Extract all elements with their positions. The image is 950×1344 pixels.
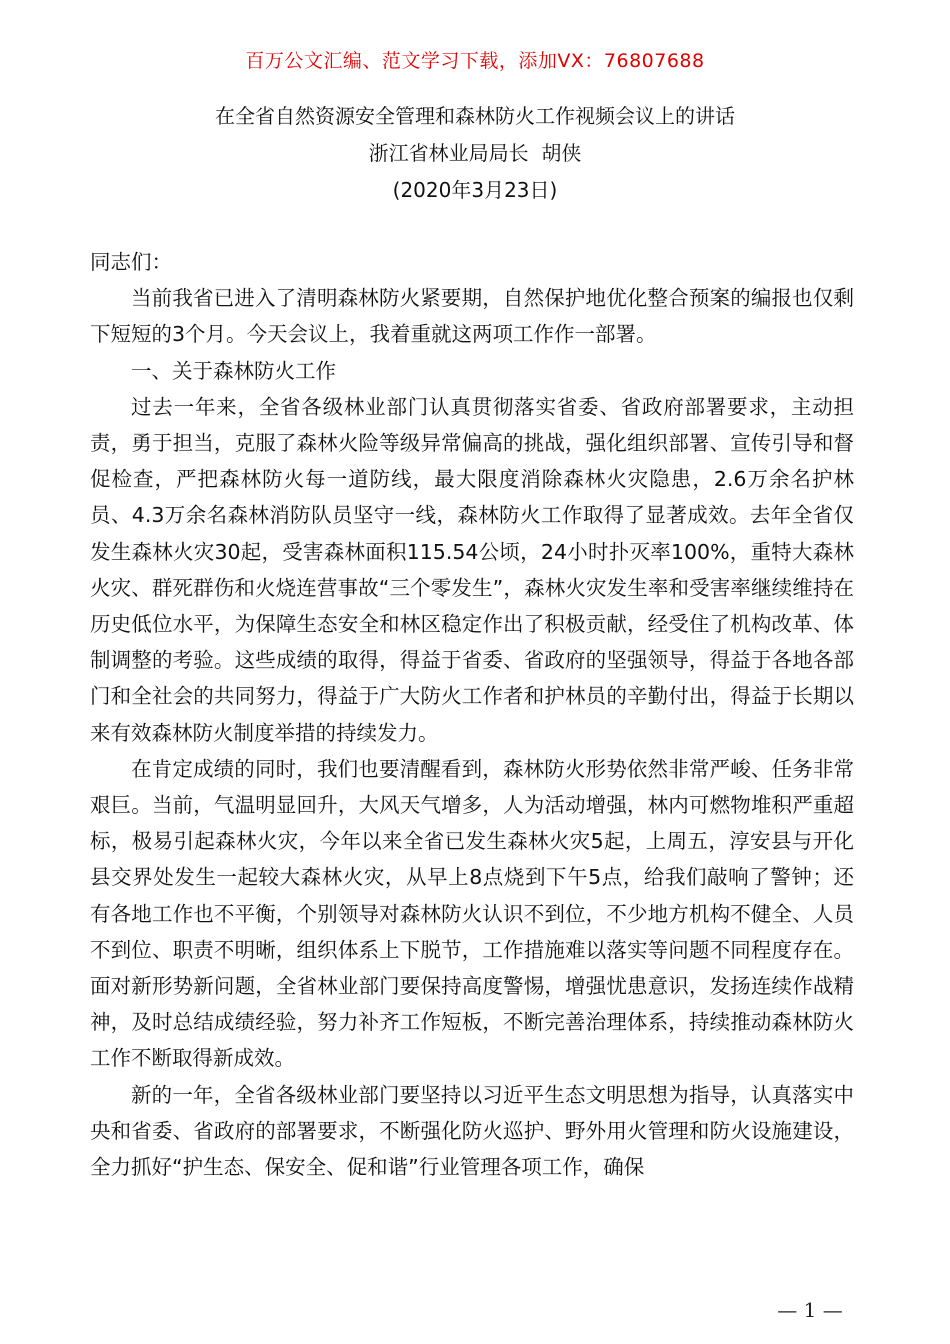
speaker-line: 浙江省林业局局长 胡侠 [368,141,582,165]
date-line: (2020年3月23日) [392,178,558,202]
document-body [90,244,854,1185]
document-title: 在全省自然资源安全管理和森林防火工作视频会议上的讲话 [215,104,735,128]
section-heading: 一、关于森林防火工作 [131,358,336,383]
paragraph-new-year: 新的一年，全省各级林业部门要坚持以习近平生态文明思想为指导，认真落实中央和省委、省政府的部署要求，不断强化防火巡护、野外用火管理和防火设施建设，全力抓好“护生态、保安全、促和谐”行业管理各项工作，确保 [90,1082,854,1180]
title-block [0,98,950,209]
paragraph-situation: 在肯定成绩的同时，我们也要清醒看到，森林防火形势依然非常严峻、任务非常艰巨。当前，气温明显回升，大风天气增多，人为活动增强，林内可燃物堆积严重超标，极易引起森林火灾，今年以来全省已发生森林火灾5起，上周五，淳安县与开化县交界处发生一起较大森林火灾，从早上8点烧到下午5点，给我们敲响了警钟；还有各地工作也不平衡，个别领导对森林防火认识不到位，不少地方机构不健全、人员不到位、职责不明晰，组织体系上下脱节，工作措施难以落实等问题不同程度存在。面对新形势新问题，全省林业部门要保持高度警惕，增强忧患意识，发扬连续作战精神，及时总结成绩经验，努力补齐工作短板，不断完善治理体系，持续推动森林防火工作不断取得新成效。 [90,756,854,1071]
watermark-banner: 百万公文汇编、范文学习下载，添加VX：76807688 [245,50,705,72]
greeting: 同志们： [90,250,172,274]
paragraph-achievements: 过去一年来，全省各级林业部门认真贯彻落实省委、省政府部署要求，主动担责，勇于担当，克服了森林火险等级异常偏高的挑战，强化组织部署、宣传引导和督促检查，严把森林防火每一道防线，最大限度消除森林火灾隐患，2.6万余名护林员、4.3万余名森林消防队员坚守一线，森林防火工作取得了显著成效。去年全省仅发生森林火灾30起，受害森林面积115.54公顷，24小时扑灭率100%，重特大森林火灾、群死群伤和火烧连营事故“三个零发生”，森林火灾发生率和受害率继续维持在历史低位水平，为保障生态安全和林区稳定作出了积极贡献，经受住了机构改革、体制调整的考验。这些成绩的取得，得益于省委、省政府的坚强领导，得益于各地各部门和全社会的共同努力，得益于广大防火工作者和护林员的辛勤付出，得益于长期以来有效森林防火制度举措的持续发力。 [90,394,854,745]
paragraph-intro: 当前我省已进入了清明森林防火紧要期，自然保护地优化整合预案的编报也仅剩下短短的3个月。今天会议上，我着重就这两项工作作一部署。 [90,286,854,347]
page-number: — 1 — [777,1298,843,1322]
